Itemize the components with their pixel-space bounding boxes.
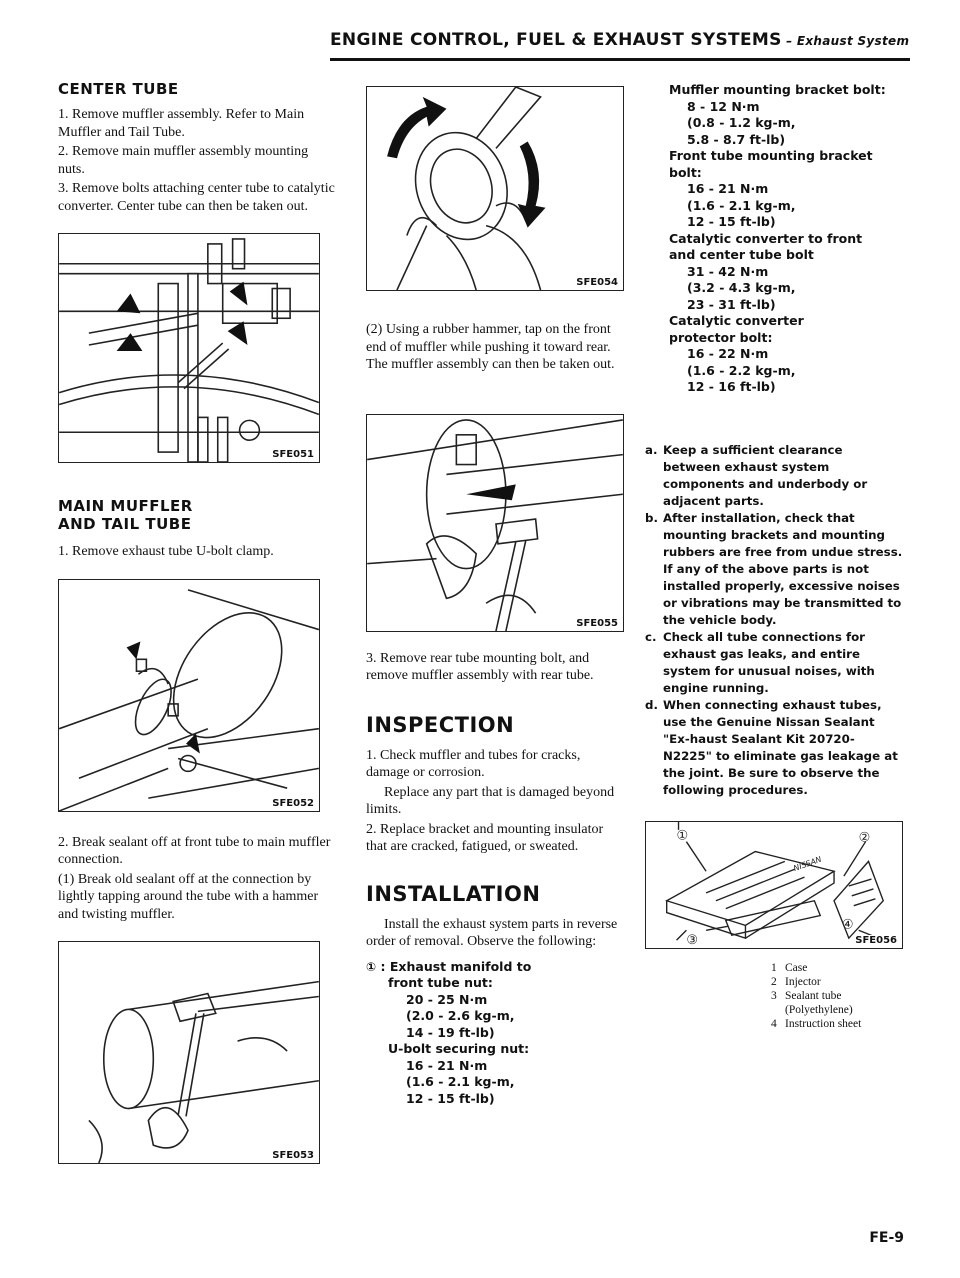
note-b: b. After installation, check that mounting brackets and mounting rubbers are free from undue stress. If any of the above parts is not installed properly, excessive noises or vibrations may be transmitted to the vehicle body. (645, 510, 903, 627)
center-tube-illustration (59, 234, 319, 462)
spec-3-label: Muffler mounting bracket bolt: (669, 82, 886, 97)
figure-sfe051 (58, 233, 320, 463)
removal-step-2-2: (2) Using a rubber hammer, tap on the front end of muffler while pushing it toward rear. The muffler assembly can then be taken out. (366, 322, 615, 372)
figure-code: SFE054 (576, 277, 618, 288)
spec-5-value-2: (3.2 - 4.3 kg-m, (687, 280, 796, 295)
main-muffler-step-2-1: (1) Break old sealant off at the connection by lightly tapping around the tube with a hammer and twisting muffler. (58, 871, 319, 922)
note-d: d. When connecting exhaust tubes, use the Genuine Nissan Sealant "Ex-haust Sealant Kit 20720-N2225" to eliminate gas leakage at the joint. Be sure to observe the following procedures. (645, 697, 898, 797)
installation-heading: INSTALLATION (366, 881, 541, 906)
page-header (330, 30, 910, 50)
figure-sfe053 (58, 941, 320, 1164)
spec-2-label: U-bolt securing nut: (388, 1041, 530, 1056)
figure-code: SFE052 (272, 797, 314, 809)
torque-spec-block-2 (645, 82, 915, 396)
callout-4: ④ (841, 916, 854, 932)
spec-6-value-1: 16 - 22 N·m (687, 346, 769, 361)
column-1 (58, 80, 338, 1176)
header-title: ENGINE CONTROL, FUEL & EXHAUST SYSTEMS (330, 30, 782, 50)
torque-spec-block (366, 959, 626, 1108)
muffler-twist-illustration (367, 87, 623, 290)
callout-3: ③ (686, 932, 698, 948)
note-c: c. Check all tube connections for exhaust gas leaks, and entire system for unusual noises, with engine running. (645, 629, 875, 695)
main-muffler-heading-1: MAIN MUFFLER (58, 497, 193, 515)
inspection-heading: INSPECTION (366, 712, 515, 737)
spec-1-value-1: 20 - 25 N·m (406, 991, 488, 1007)
legend-item: (Polyethylene) (785, 1003, 853, 1016)
figure-sfe052 (58, 579, 320, 812)
figure-code: SFE056 (855, 934, 897, 946)
figure-code: SFE051 (272, 449, 314, 460)
callout-1: ① (676, 828, 689, 844)
spec-3-value-1: 8 - 12 N·m (687, 98, 760, 114)
hammer-tapping-illustration (59, 942, 319, 1163)
legend-item: 4 Instruction sheet (771, 1017, 862, 1030)
nissan-brand-label: NISSAN (792, 854, 823, 873)
spec-2-value-3: 12 - 15 ft-lb) (406, 1090, 495, 1106)
installation-text: Install the exhaust system parts in reverse order of removal. Observe the following: (366, 916, 618, 949)
removal-step-3: 3. Remove rear tube mounting bolt, and remove muffler assembly with rear tube. (366, 650, 594, 683)
inspection-step-1b: Replace any part that is damaged beyond limits. (366, 784, 615, 817)
sealant-kit-illustration (646, 822, 902, 948)
spec-4-label: Front tube mounting bracket bolt: (669, 148, 873, 180)
center-tube-step-1: 1. Remove muffler assembly. Refer to Main Muffler and Tail Tube. (58, 107, 305, 140)
main-muffler-step-2: 2. Break sealant off at front tube to main muffler connection. (58, 834, 331, 867)
spec-4-value-2: (1.6 - 2.1 kg-m, (687, 197, 796, 213)
installation-notes (645, 442, 903, 799)
column-3 (645, 82, 915, 1031)
u-bolt-clamp-illustration (59, 580, 319, 811)
figure-code: SFE055 (576, 617, 618, 629)
figure-legend (771, 961, 915, 1031)
spec-1-value-2: (2.0 - 2.6 kg-m, (406, 1008, 515, 1023)
spec-5-value-3: 23 - 31 ft-lb) (687, 296, 776, 312)
page-number: FE-9 (869, 1230, 904, 1246)
callout-2: ② (858, 830, 871, 846)
figure-sfe054 (366, 86, 624, 291)
center-tube-step-2: 2. Remove main muffler assembly mounting nuts. (58, 144, 309, 177)
center-tube-step-3: 3. Remove bolts attaching center tube to catalytic converter. Center tube can then be taken out. (58, 181, 335, 214)
rubber-hammer-illustration (367, 415, 623, 631)
spec-1-label-2: front tube nut: (388, 975, 493, 990)
spec-3-value-2: (0.8 - 1.2 kg-m, (687, 115, 796, 130)
spec-1-value-3: 14 - 19 ft-lb) (406, 1024, 495, 1040)
inspection-step-1: 1. Check muffler and tubes for cracks, damage or corrosion. (366, 747, 581, 780)
marker-1-icon: ① (366, 959, 377, 974)
main-muffler-heading-2: AND TAIL TUBE (58, 515, 192, 533)
header-rule (330, 58, 910, 61)
legend-item: 3 Sealant tube (771, 989, 842, 1002)
figure-sfe056 (645, 821, 903, 949)
column-2 (366, 86, 626, 1107)
spec-3-value-3: 5.8 - 8.7 ft-lb) (687, 131, 786, 147)
spec-2-value-2: (1.6 - 2.1 kg-m, (406, 1074, 515, 1089)
note-a: a. Keep a sufficient clearance between exhaust system components and underbody or adjacent parts. (645, 442, 868, 508)
spec-2-value-1: 16 - 21 N·m (406, 1057, 488, 1073)
inspection-step-2: 2. Replace bracket and mounting insulator that are cracked, fatigued, or sweated. (366, 821, 604, 854)
spec-1-label: : Exhaust manifold to (380, 958, 532, 974)
spec-6-value-3: 12 - 16 ft-lb) (687, 379, 776, 394)
legend-item: 1 Case (771, 961, 808, 974)
figure-sfe055 (366, 414, 624, 632)
figure-code: SFE053 (272, 1150, 314, 1161)
spec-4-value-3: 12 - 15 ft-lb) (687, 214, 776, 229)
spec-5-label: Catalytic converter to front and center tube bolt (669, 230, 863, 262)
main-muffler-step-1: 1. Remove exhaust tube U-bolt clamp. (58, 544, 274, 559)
spec-6-label: Catalytic converter protector bolt: (669, 313, 804, 345)
header-subtitle: – Exhaust System (781, 34, 910, 48)
center-tube-heading: CENTER TUBE (58, 80, 179, 98)
spec-5-value-1: 31 - 42 N·m (687, 263, 769, 279)
legend-item: 2 Injector (771, 975, 821, 988)
spec-4-value-1: 16 - 21 N·m (687, 181, 769, 196)
spec-6-value-2: (1.6 - 2.2 kg-m, (687, 362, 796, 378)
